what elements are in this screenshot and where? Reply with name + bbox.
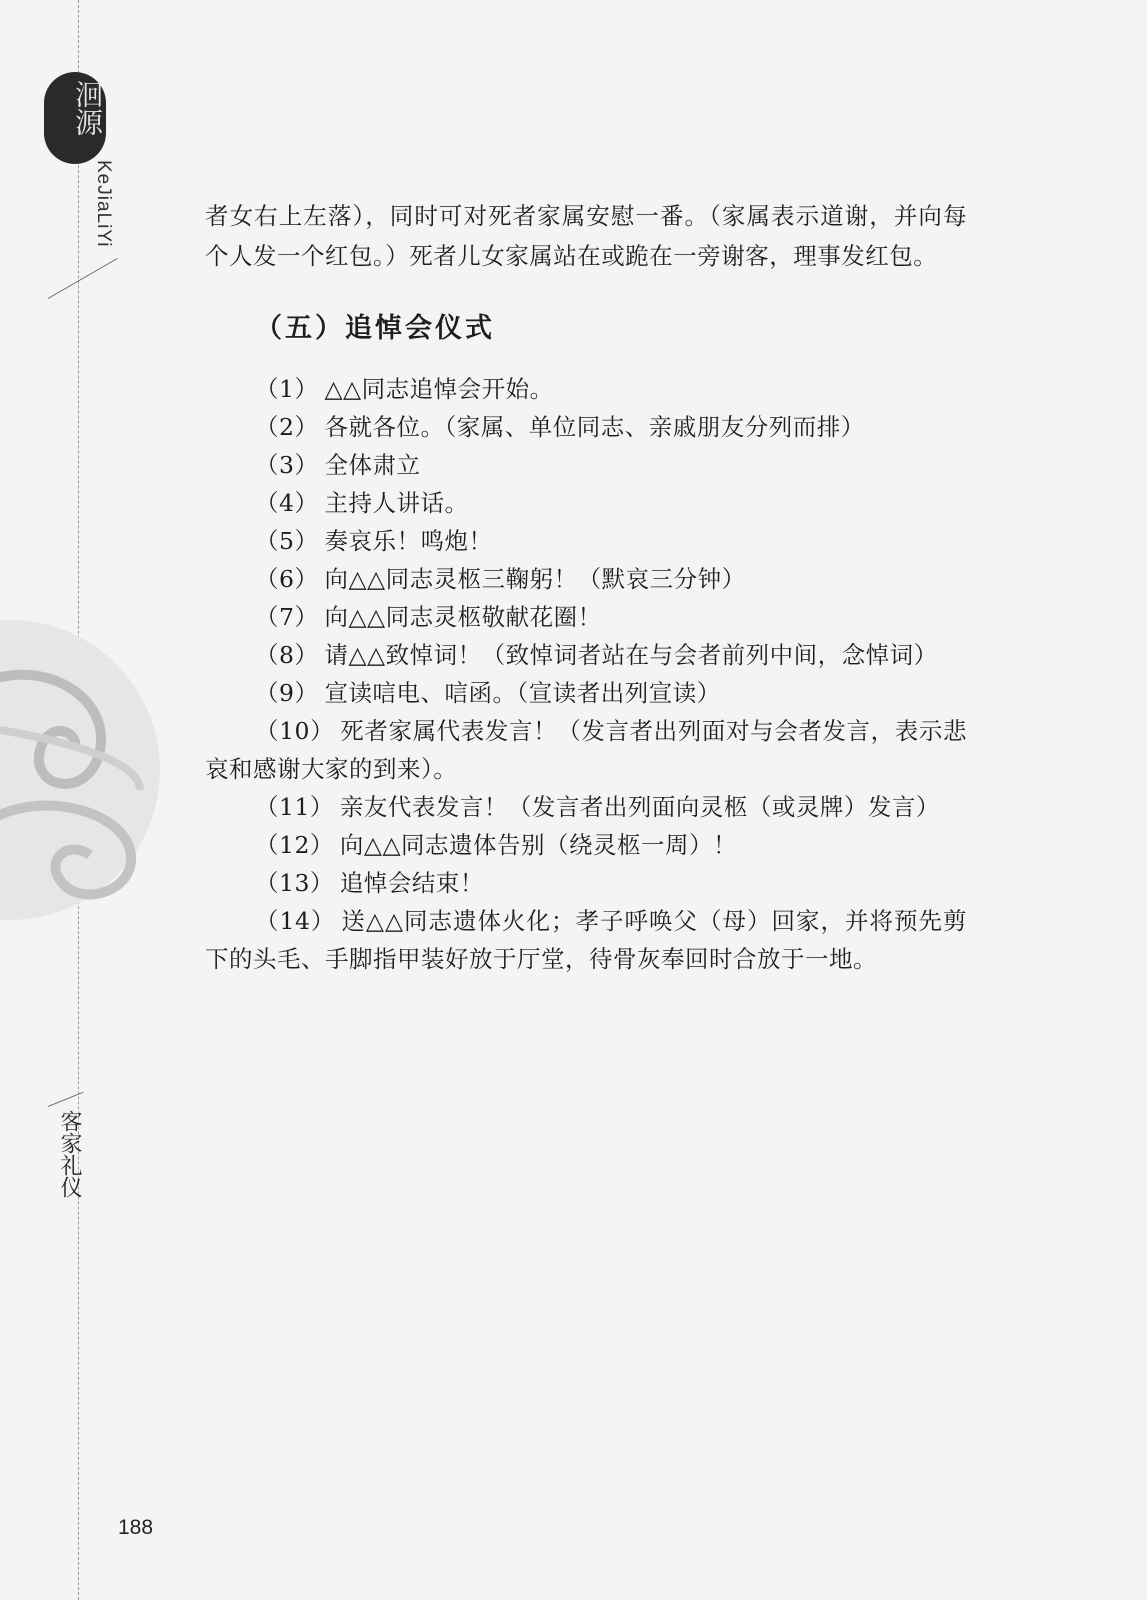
ceremony-step bbox=[205, 636, 967, 674]
step-text: 追悼会结束！ bbox=[339, 869, 484, 897]
ceremony-step bbox=[205, 522, 967, 560]
step-number: （7） bbox=[255, 603, 319, 631]
step-number: （6） bbox=[255, 565, 319, 593]
page-number: 188 bbox=[118, 1516, 154, 1539]
ceremony-step bbox=[205, 560, 967, 598]
ceremony-step bbox=[205, 370, 967, 408]
step-number: （2） bbox=[255, 413, 319, 441]
step-number: （8） bbox=[255, 641, 319, 669]
section-tag: 客家礼仪 bbox=[57, 1110, 82, 1198]
ceremony-step bbox=[205, 598, 967, 636]
step-number: （14） bbox=[255, 907, 336, 935]
step-number: （9） bbox=[255, 679, 319, 707]
step-number: （13） bbox=[255, 869, 334, 897]
step-text: 请△△致悼词！（致悼词者站在与会者前列中间，念悼词） bbox=[324, 641, 938, 669]
step-text: 向△△同志遗体告别（绕灵柩一周）！ bbox=[339, 831, 738, 859]
seal-text: 洄源 bbox=[71, 80, 104, 136]
step-number: （4） bbox=[255, 489, 319, 517]
section-heading: （五）追悼会仪式 bbox=[255, 313, 495, 344]
step-text: 奏哀乐！鸣炮！ bbox=[324, 527, 493, 555]
ceremony-step bbox=[205, 446, 967, 484]
ceremony-step bbox=[205, 826, 967, 864]
step-number: （3） bbox=[255, 451, 319, 479]
ceremony-step bbox=[205, 902, 967, 978]
text-column bbox=[205, 196, 967, 978]
ceremony-step bbox=[205, 408, 967, 446]
step-text: 向△△同志灵柩三鞠躬！（默哀三分钟） bbox=[324, 565, 746, 593]
intro-paragraph: 者女右上左落），同时可对死者家属安慰一番。（家属表示道谢，并向每个人发一个红包。）死者儿女家属站在或跪在一旁谢客，理事发红包。 bbox=[205, 202, 967, 270]
step-text: 全体肃立 bbox=[324, 451, 421, 479]
step-number: （5） bbox=[255, 527, 319, 555]
ceremony-step bbox=[205, 788, 967, 826]
step-text: 向△△同志灵柩敬献花圈！ bbox=[324, 603, 602, 631]
ceremony-step bbox=[205, 712, 967, 788]
ceremony-step bbox=[205, 484, 967, 522]
ceremony-step bbox=[205, 674, 967, 712]
seal-logo bbox=[44, 72, 106, 164]
step-text: 各就各位。（家属、单位同志、亲戚朋友分列而排） bbox=[324, 413, 865, 441]
step-number: （10） bbox=[255, 717, 335, 745]
step-text: △△同志追悼会开始。 bbox=[324, 375, 554, 403]
step-text: 送△△同志遗体火化；孝子呼唤父（母）回家，并将预先剪下的头毛、手脚指甲装好放于厅堂，待骨灰奉回时合放于一地。 bbox=[205, 907, 967, 973]
step-text: 宣读唁电、唁函。（宣读者出列宣读） bbox=[324, 679, 721, 707]
step-number: （12） bbox=[255, 831, 334, 859]
step-number: （1） bbox=[255, 375, 319, 403]
ceremony-steps bbox=[205, 370, 967, 978]
book-roman-title: KeJiaLiYi bbox=[93, 160, 114, 248]
step-number: （11） bbox=[255, 793, 334, 821]
step-text: 死者家属代表发言！（发言者出列面对与会者发言，表示悲哀和感谢大家的到来）。 bbox=[205, 717, 967, 783]
cloud-ornament bbox=[0, 620, 170, 920]
ceremony-step bbox=[205, 864, 967, 902]
step-text: 亲友代表发言！（发言者出列面向灵柩（或灵牌）发言） bbox=[339, 793, 940, 821]
step-text: 主持人讲话。 bbox=[324, 489, 469, 517]
